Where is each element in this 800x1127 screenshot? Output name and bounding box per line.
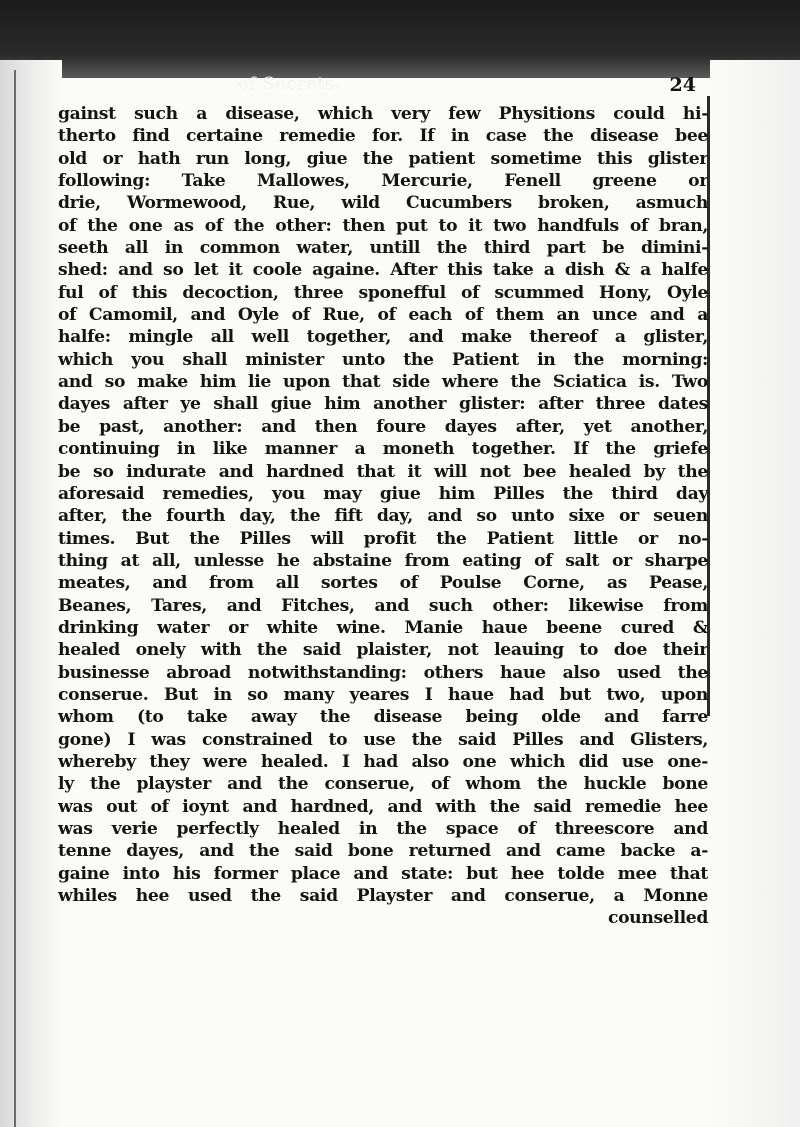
text-line: was verie perfectly healed in the space of threescore and [58, 819, 708, 839]
text-line: gainst such a disease, which very few Physitions could hi- [58, 104, 708, 124]
text-line: conserue. But in so many yeares I haue had but two, upon [58, 684, 708, 705]
text-line: was out of ioynt and hardned, and with the said remedie hee [58, 796, 708, 817]
text-line: shed: and so let it coole againe. After this take a dish & a halfe [58, 260, 708, 281]
text-line: ly the playster and the conserue, of whom the huckle bone [58, 774, 708, 795]
text-line: drinking water or white wine. Manie haue beene cured & [58, 617, 708, 638]
text-line: aforesaid remedies, you may giue him Pilles the third day [58, 483, 708, 504]
body-text [58, 103, 708, 930]
text-line: following: Take Mallowes, Mercurie, Fenell greene or [58, 171, 708, 192]
running-head: of Secrets. [238, 74, 342, 94]
text-line: healed onely with the said plaister, not leauing to doe their [58, 640, 708, 661]
text-line: gone) I was constrained to use the said Pilles and Glisters, [58, 729, 708, 750]
text-line: be so indurate and hardned that it will not bee healed by the [58, 461, 708, 482]
text-line: whiles hee used the said Playster and conserue, a Monne [58, 886, 708, 907]
text-line: ful of this decoction, three sponefful of scummed Hony, Oyle [58, 282, 708, 303]
text-line: whom (to take away the disease being olde and farre [58, 707, 708, 728]
gutter-rule [14, 70, 16, 1127]
text-line: and so make him lie upon that side where the Sciatica is. Two [58, 372, 708, 393]
text-line: thing at all, unlesse he abstaine from eating of salt or sharpe [58, 550, 708, 571]
text-line: businesse abroad notwithstanding: others haue also used the [58, 662, 708, 683]
text-line: be past, another: and then foure dayes after, yet another, [58, 416, 708, 437]
text-line: times. But the Pilles will profit the Patient little or no- [58, 528, 708, 549]
gutter-shadow [0, 60, 62, 1127]
text-line: which you shall minister unto the Patient in the morning: [58, 349, 708, 370]
page-header [90, 72, 696, 96]
top-margin [0, 0, 800, 78]
text-line: after, the fourth day, the fift day, and so unto sixe or seuen [58, 506, 708, 527]
text-line: dayes after ye shall giue him another glister: after three dates [58, 394, 708, 415]
text-line: halfe: mingle all well together, and make thereof a glister, [58, 327, 708, 348]
text-line: of the one as of the other: then put to it two handfuls of bran, [58, 215, 708, 236]
page-number: 24 [669, 74, 696, 96]
text-line: continuing in like manner a moneth together. If the griefe [58, 439, 708, 460]
text-line: whereby they were healed. I had also one which did use one- [58, 751, 708, 772]
text-line: of Camomil, and Oyle of Rue, of each of them an unce and a [58, 305, 708, 326]
text-line: gaine into his former place and state: but hee tolde mee that [58, 863, 708, 884]
text-line: drie, Wormewood, Rue, wild Cucumbers broken, asmuch [58, 193, 708, 214]
text-line: seeth all in common water, untill the third part be dimini- [58, 238, 708, 259]
catchword: counselled [607, 908, 708, 929]
text-line: meates, and from all sortes of Poulse Corne, as Pease, [58, 573, 708, 594]
text-line: tenne dayes, and the said bone returned and came backe a- [58, 841, 708, 862]
text-line: old or hath run long, giue the patient sometime this glister [58, 148, 708, 169]
text-line: Beanes, Tares, and Fitches, and such other: likewise from [58, 595, 708, 616]
fore-edge-shadow [710, 60, 800, 1127]
text-line: therto find certaine remedie for. If in case the disease bee [58, 126, 708, 147]
